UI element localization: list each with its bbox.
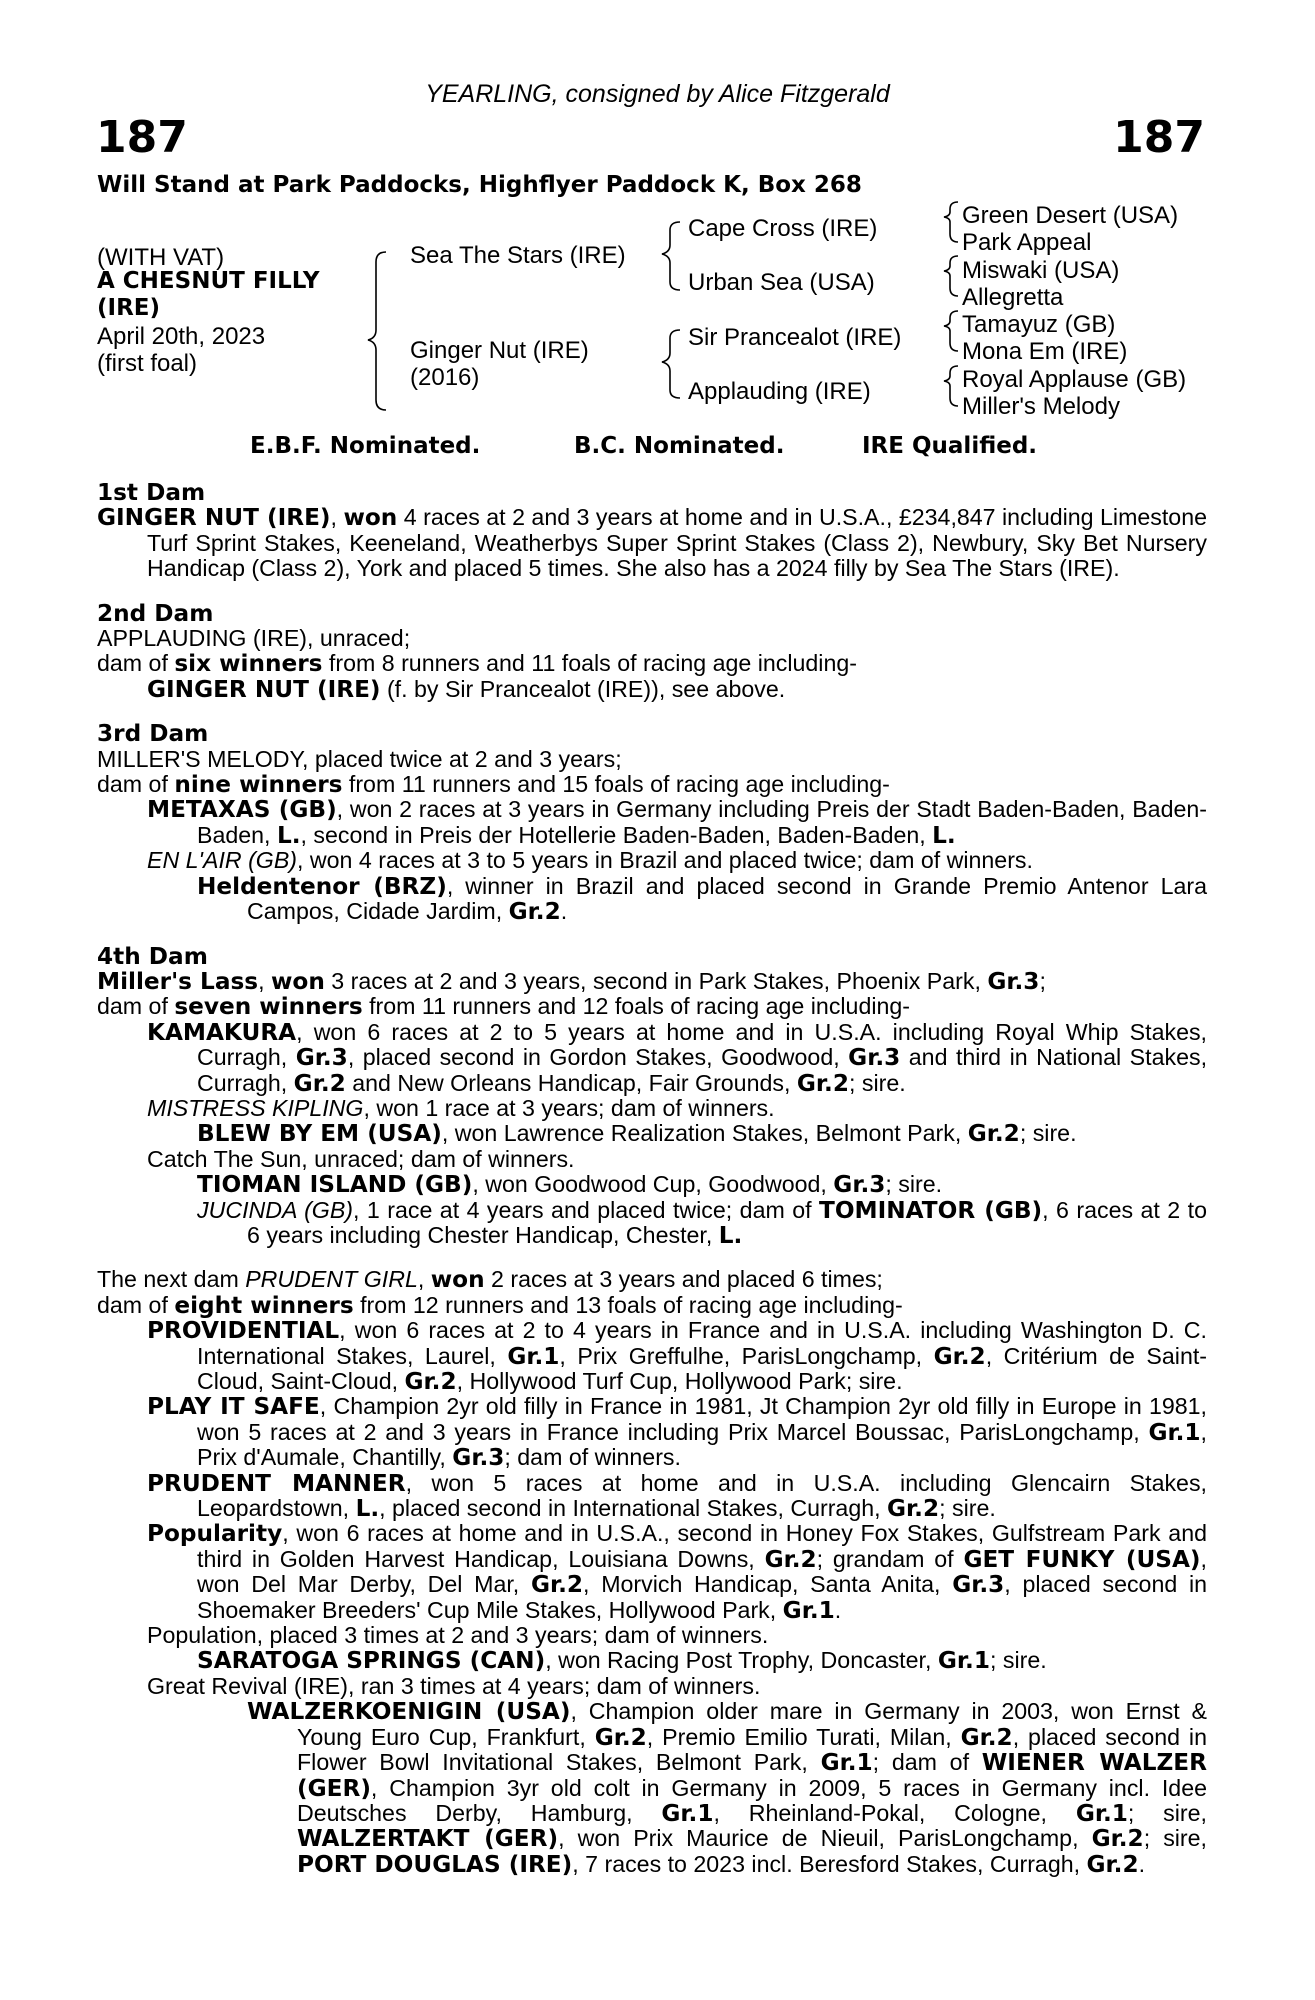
entry-text: , Prix d'Aumale, Chantilly, — [197, 1418, 1207, 1471]
entry-text: . — [1138, 1850, 1146, 1877]
entry-text: , won 6 races at home and in U.S.A., second in Honey Fox Stakes, Gulfstream Park and third in Golden Harvest Handicap, Louisiana Downs, — [197, 1520, 1207, 1572]
bold-text: Gr.1 — [661, 1799, 714, 1827]
entry-text: , placed second in International Stakes, Curragh, — [379, 1495, 888, 1522]
entry-text: , won Racing Post Trophy, Doncaster, — [545, 1647, 938, 1674]
bold-text: BLEW BY EM (USA) — [197, 1120, 442, 1148]
ebf-nomination: E.B.F. Nominated. — [250, 433, 481, 459]
bold-text: Gr.2 — [796, 1069, 849, 1097]
bold-text: Gr.2 — [1086, 1850, 1139, 1878]
brace-gen3-1 — [944, 202, 958, 242]
bold-text: KAMAKURA — [147, 1018, 297, 1046]
pedigree-entry — [97, 1096, 1207, 1121]
bold-text: nine winners — [174, 771, 343, 799]
pedigree-entry — [97, 797, 1207, 848]
entry-text: . — [560, 898, 568, 925]
entry-text: , Critérium de Saint-Cloud, Saint-Cloud, — [197, 1342, 1207, 1394]
bold-text: won — [270, 967, 325, 995]
brace-gen3-2 — [944, 256, 958, 296]
entry-text: and New Orleans Handicap, Fair Grounds, — [345, 1069, 797, 1096]
entry-text: dam of — [97, 771, 175, 798]
bold-text: L. — [355, 1495, 380, 1523]
entry-text: ; sire. — [989, 1647, 1047, 1674]
entry-text: , won Goodwood Cup, Goodwood, — [472, 1171, 834, 1198]
bold-text: Gr.2 — [594, 1723, 647, 1751]
dam-section — [97, 721, 1207, 924]
pedigree-entry — [97, 1318, 1207, 1394]
pedigree-entry — [97, 1648, 1207, 1673]
grandsire-paternal: Cape Cross (IRE) — [688, 215, 878, 242]
entry-text: 4 races at 2 and 3 years at home and in U.S.A., £234,847 including Limestone Turf Sprint Stakes, Keeneland, Weatherbys Super Sprint Stakes (Class 2), Newbury, Sky Bet Nursery Handicap (Class 2), York and placed 5 times. She also has a 2024 filly by Sea The Stars (IRE). — [147, 504, 1207, 582]
bold-text: Gr.3 — [987, 967, 1040, 995]
entry-text: , Champion 3yr old colt in Germany in 2009, 5 races in Germany incl. Idee Deutsches Derby, Hamburg, — [297, 1774, 1207, 1826]
pedigree-entry — [97, 1471, 1207, 1522]
entry-text: ; sire. — [848, 1069, 906, 1096]
brace-gen2-sire — [662, 222, 680, 290]
bold-text: Gr.2 — [508, 898, 561, 926]
entry-text: ; sire, — [1143, 1825, 1207, 1852]
entry-text: from 8 runners and 11 foals of racing age including- — [322, 650, 857, 677]
bold-text: Gr.2 — [293, 1069, 346, 1097]
grandsire-maternal: Sir Prancealot (IRE) — [688, 324, 902, 351]
entry-text: ; dam of winners. — [504, 1444, 681, 1471]
entry-text: ; sire. — [1019, 1120, 1077, 1147]
bold-text: GINGER NUT (IRE) — [97, 504, 331, 532]
pedigree-entry — [97, 1172, 1207, 1197]
gen3-name: Miswaki (USA) — [962, 257, 1120, 284]
entry-text: , won 1 race at 3 years; dam of winners. — [363, 1094, 775, 1121]
entry-text: , won 6 races at 2 to 4 years in France and in U.S.A. including Washington D. C. International Stakes, Laurel, — [197, 1317, 1207, 1369]
vat-note: (WITH VAT) — [97, 244, 225, 271]
pedigree-entry — [97, 1198, 1207, 1249]
bold-text: Gr.2 — [887, 1495, 940, 1523]
bold-text: Gr.1 — [507, 1342, 560, 1370]
pedigree-entry — [97, 1147, 1207, 1172]
entry-text: 2 races at 3 years and placed 6 times; — [484, 1266, 883, 1293]
entry-text: . — [834, 1596, 842, 1623]
bold-text: PORT DOUGLAS (IRE) — [297, 1850, 573, 1878]
foaling-date: April 20th, 2023 — [97, 323, 266, 350]
entry-text: ; sire. — [939, 1495, 996, 1522]
entry-text: dam of — [97, 993, 175, 1020]
stabling-location: Will Stand at Park Paddocks, Highflyer Paddock K, Box 268 — [97, 172, 862, 198]
entry-text: ; sire. — [885, 1171, 943, 1198]
pedigree-entry — [97, 1674, 1207, 1699]
entry-text: The next dam — [97, 1266, 246, 1293]
entry-text: , Morvich Handicap, Santa Anita, — [583, 1571, 953, 1598]
bold-text: Gr.3 — [452, 1444, 505, 1472]
bc-nomination: B.C. Nominated. — [574, 433, 785, 459]
bold-text: L. — [718, 1221, 743, 1249]
bold-text: L. — [276, 821, 301, 849]
entry-text: from 11 runners and 15 foals of racing age including- — [342, 771, 890, 798]
pedigree-entry — [97, 969, 1207, 994]
entry-text: , Prix Greffulhe, ParisLongchamp, — [559, 1342, 934, 1369]
entry-text: dam of — [97, 650, 175, 677]
italic-text: MISTRESS KIPLING — [147, 1094, 364, 1121]
dam-section — [97, 601, 1207, 703]
dam-foaling-year: (2016) — [410, 364, 480, 391]
gen3-name: Allegretta — [962, 284, 1064, 311]
first-foal-note: (first foal) — [97, 350, 198, 377]
entry-text: , 1 race at 4 years and placed twice; dam of — [353, 1196, 820, 1223]
lot-subtitle: YEARLING, consigned by Alice Fitzgerald — [425, 80, 890, 108]
bold-text: L. — [932, 821, 956, 849]
bold-text: Gr.1 — [937, 1647, 990, 1675]
pedigree-entry — [97, 1521, 1207, 1623]
bold-text: PROVIDENTIAL — [147, 1317, 340, 1345]
bold-text: won — [430, 1266, 485, 1294]
dam-section — [97, 1267, 1207, 1877]
pedigree-entry — [97, 626, 1207, 651]
pedigree-entry — [97, 848, 1207, 873]
entry-text: MILLER'S MELODY, placed twice at 2 and 3 years; — [97, 745, 622, 772]
entry-text: (f. by Sir Prancealot (IRE)), see above. — [380, 675, 786, 702]
bold-text: Gr.3 — [952, 1571, 1005, 1599]
entry-text: Population, placed 3 times at 2 and 3 years; dam of winners. — [147, 1622, 769, 1649]
entry-text: ; — [1039, 967, 1046, 994]
pedigree-entry — [97, 1267, 1207, 1292]
gen3-name: Tamayuz (GB) — [962, 311, 1116, 338]
bold-text: Gr.1 — [782, 1596, 835, 1624]
bold-text: Miller's Lass — [97, 967, 259, 995]
family-pedigree-body — [97, 480, 1207, 1877]
entry-text: ; sire, — [1127, 1799, 1207, 1826]
bold-text: Gr.2 — [933, 1342, 986, 1370]
sire-name: Sea The Stars (IRE) — [410, 242, 626, 269]
entry-text: , won 2 races at 3 years in Germany including Preis der Stadt Baden-Baden, Baden-Baden, — [197, 796, 1207, 848]
entry-text: , won 4 races at 3 to 5 years in Brazil and placed twice; dam of winners. — [297, 847, 1033, 874]
entry-text: from 12 runners and 13 foals of racing age including- — [353, 1291, 903, 1318]
entry-text: , 6 races at 2 to 6 years including Chester Handicap, Chester, — [247, 1196, 1207, 1248]
entry-text: , won Lawrence Realization Stakes, Belmont Park, — [441, 1120, 968, 1147]
entry-text: , — [258, 967, 271, 994]
bold-text: Gr.1 — [1075, 1799, 1128, 1827]
bold-text: Popularity — [147, 1520, 283, 1548]
bold-text: METAXAS (GB) — [147, 796, 337, 824]
gen3-name: Miller's Melody — [962, 393, 1120, 420]
pedigree-entry — [97, 677, 1207, 702]
entry-text: , placed second in Shoemaker Breeders' Cup Mile Stakes, Hollywood Park, — [197, 1571, 1207, 1623]
italic-text: PRUDENT GIRL — [245, 1266, 418, 1293]
pedigree-entry — [97, 1293, 1207, 1318]
gen3-name: Park Appeal — [962, 229, 1092, 256]
gen3-name: Royal Applause (GB) — [962, 366, 1187, 393]
dam-name: Ginger Nut (IRE) — [410, 337, 589, 364]
bold-text: Gr.1 — [820, 1749, 873, 1777]
entry-text: Catch The Sun, unraced; dam of winners. — [147, 1145, 575, 1172]
pedigree-entry — [97, 994, 1207, 1019]
entry-text: , won Prix Maurice de Nieuil, ParisLongchamp, — [558, 1825, 1092, 1852]
bold-text: Gr.2 — [764, 1545, 817, 1573]
entry-text: dam of — [97, 1291, 175, 1318]
brace-gen3-3 — [944, 311, 958, 351]
bold-text: Gr.2 — [1091, 1825, 1144, 1853]
bold-text: TOMINATOR (GB) — [819, 1196, 1043, 1224]
bold-text: PLAY IT SAFE — [147, 1393, 320, 1421]
bold-text: Gr.3 — [848, 1044, 901, 1072]
bold-text: won — [343, 504, 398, 532]
granddam-maternal: Applauding (IRE) — [688, 378, 871, 405]
dam-section-heading: 1st Dam — [97, 479, 206, 506]
gen3-name: Mona Em (IRE) — [962, 338, 1128, 365]
entry-text: APPLAUDING (IRE), unraced; — [97, 625, 411, 652]
bold-text: WALZERTAKT (GER) — [297, 1825, 559, 1853]
entry-text: , winner in Brazil and placed second in Grande Premio Antenor Lara Campos, Cidade Jardim, — [247, 872, 1207, 925]
pedigree-entry — [97, 1121, 1207, 1146]
pedigree-entry — [97, 505, 1207, 581]
dam-section — [97, 944, 1207, 1249]
pedigree-entry — [97, 1394, 1207, 1470]
lot-number-left: 187 — [96, 112, 188, 163]
italic-text: EN L'AIR (GB) — [147, 847, 298, 874]
dam-section — [97, 480, 1207, 582]
entry-text: from 11 runners and 12 foals of racing age including- — [362, 993, 911, 1020]
bold-text: eight winners — [174, 1291, 354, 1319]
bold-text: seven winners — [174, 993, 363, 1021]
bold-text: Gr.1 — [1148, 1418, 1201, 1446]
gen3-name: Green Desert (USA) — [962, 202, 1179, 229]
entry-text: , Premio Emilio Turati, Milan, — [646, 1723, 961, 1750]
pedigree-entry — [97, 747, 1207, 772]
brace-gen1 — [368, 252, 386, 410]
italic-text: JUCINDA (GB) — [197, 1196, 354, 1223]
bold-text: GET FUNKY (USA) — [963, 1545, 1201, 1573]
horse-name-country: (IRE) — [97, 295, 161, 321]
brace-gen2-dam — [662, 330, 680, 398]
ire-qualification: IRE Qualified. — [862, 433, 1038, 459]
bold-text: WIENER WALZER (GER) — [297, 1749, 1207, 1802]
pedigree-entry — [97, 651, 1207, 676]
bold-text: Gr.3 — [295, 1044, 348, 1072]
pedigree-entry — [97, 1699, 1207, 1877]
entry-text: , 7 races to 2023 incl. Beresford Stakes, Curragh, — [572, 1850, 1087, 1877]
bold-text: Gr.2 — [404, 1368, 457, 1395]
entry-text: , won Del Mar Derby, Del Mar, — [197, 1545, 1207, 1598]
pedigree-entry — [97, 1020, 1207, 1096]
entry-text: , won 6 races at 2 to 5 years at home and in U.S.A. including Royal Whip Stakes, Curragh, — [197, 1018, 1207, 1071]
horse-name: A CHESNUT FILLY — [97, 268, 320, 294]
dam-section-heading: 3rd Dam — [97, 720, 209, 748]
entry-text: , — [330, 504, 344, 531]
dam-section-heading: 4th Dam — [97, 942, 208, 970]
bold-text: Heldentenor (BRZ) — [197, 872, 447, 900]
pedigree-entry — [97, 1623, 1207, 1648]
entry-text: 3 races at 2 and 3 years, second in Park Stakes, Phoenix Park, — [324, 967, 988, 994]
bold-text: six winners — [174, 650, 323, 678]
entry-text: , — [417, 1266, 431, 1293]
entry-text: Great Revival (IRE), ran 3 times at 4 years; dam of winners. — [147, 1672, 761, 1699]
entry-text: , won 5 races at home and in U.S.A. including Glencairn Stakes, Leopardstown, — [197, 1469, 1207, 1522]
entry-text: , placed second in Flower Bowl Invitational Stakes, Belmont Park, — [297, 1723, 1207, 1776]
bold-text: TIOMAN ISLAND (GB) — [197, 1171, 473, 1199]
bold-text: Gr.2 — [530, 1571, 584, 1599]
lot-number-right: 187 — [1113, 112, 1205, 163]
entry-text: , Champion 2yr old filly in France in 1981, Jt Champion 2yr old filly in Europe in 1981, won 5 races at 2 and 3 years in France including Prix Marcel Boussac, ParisLongchamp, — [197, 1393, 1207, 1445]
pedigree-entry — [97, 772, 1207, 797]
pedigree-entry — [97, 874, 1207, 925]
bold-text: GINGER NUT (IRE) — [147, 675, 381, 703]
entry-text: , Rheinland-Pokal, Cologne, — [713, 1799, 1076, 1826]
dam-section-heading: 2nd Dam — [97, 599, 214, 627]
brace-gen3-4 — [944, 366, 958, 406]
bold-text: SARATOGA SPRINGS (CAN) — [197, 1647, 546, 1675]
entry-text: ; grandam of — [816, 1545, 964, 1572]
entry-text: , Hollywood Turf Cup, Hollywood Park; sire. — [456, 1368, 903, 1394]
entry-text: ; dam of — [872, 1749, 982, 1776]
bold-text: Gr.2 — [967, 1120, 1020, 1148]
entry-text: , Champion older mare in Germany in 2003, won Ernst & Young Euro Cup, Frankfurt, — [297, 1698, 1207, 1750]
entry-text: , placed second in Gordon Stakes, Goodwood, — [347, 1044, 849, 1071]
bold-text: WALZERKOENIGIN (USA) — [247, 1698, 571, 1726]
bold-text: Gr.2 — [960, 1723, 1013, 1751]
bold-text: PRUDENT MANNER — [147, 1469, 406, 1497]
entry-text: , second in Preis der Hotellerie Baden-Baden, Baden-Baden, — [300, 821, 933, 848]
entry-text: and third in National Stakes, Curragh, — [197, 1044, 1208, 1096]
granddam-paternal: Urban Sea (USA) — [688, 269, 875, 296]
bold-text: Gr.3 — [833, 1171, 886, 1199]
